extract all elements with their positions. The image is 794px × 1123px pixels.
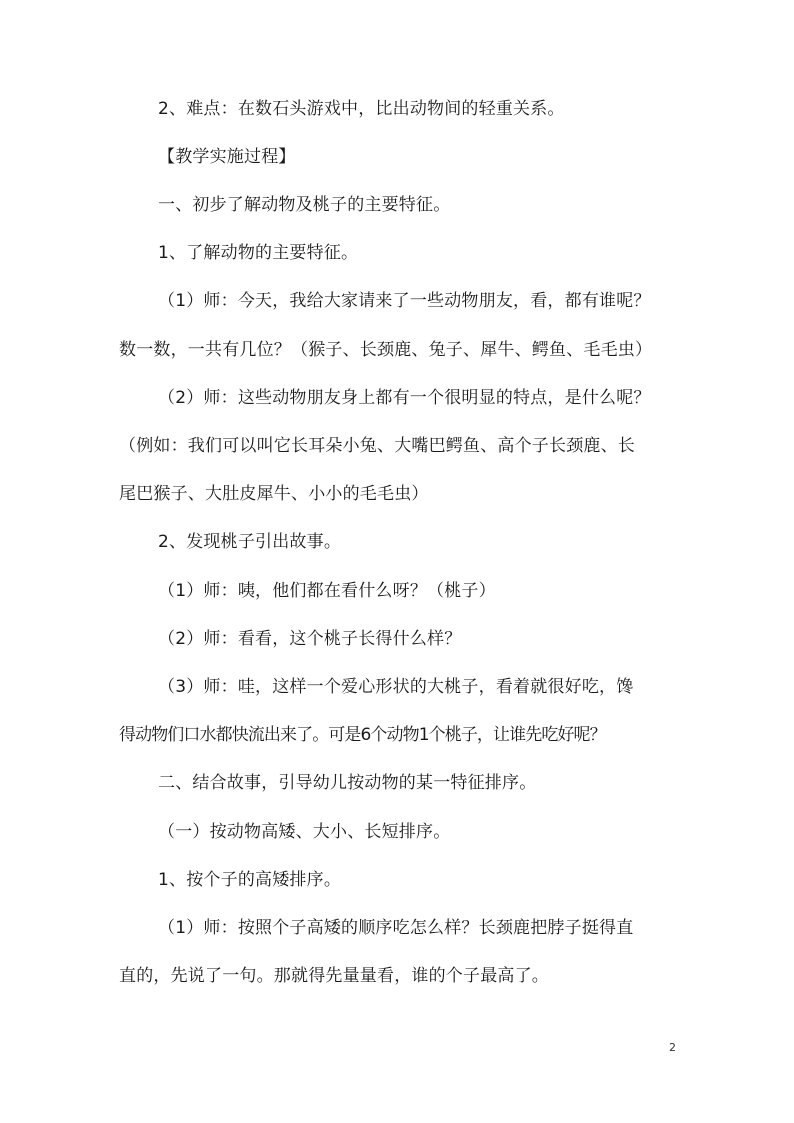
page-number: 2 [669,1041,676,1054]
paragraph-line: 尾巴猴子、大肚皮犀牛、小小的毛毛虫） [119,484,429,504]
heading-teaching-process: 【教学实施过程】 [158,147,296,167]
subheading-sort-height: （一）按动物高矮、大小、长短排序。 [158,822,451,842]
paragraph-line: （1）师：今天，我给大家请来了一些动物朋友，看，都有谁呢？ [158,291,651,311]
paragraph-line: （例如：我们可以叫它长耳朵小兔、大嘴巴鳄鱼、高个子长颈鹿、长 [119,436,635,456]
heading-section-one: 一、初步了解动物及桃子的主要特征。 [158,195,451,215]
paragraph-line: （2）师：看看，这个桃子长得什么样？ [158,629,462,649]
subheading-find-peach: 2、发现桃子引出故事。 [158,532,342,552]
paragraph-line: （3）师：哇，这样一个爱心形状的大桃子，看着就很好吃，馋 [158,677,634,697]
paragraph-line: （1）师：咦，他们都在看什么呀？（桃子） [158,581,496,601]
paragraph-difficulty: 2、难点：在数石头游戏中，比出动物间的轻重关系。 [158,99,565,119]
paragraph-line: （1）师：按照个子高矮的顺序吃怎么样？长颈鹿把脖子挺得直 [158,918,634,938]
subheading-animal-features: 1、了解动物的主要特征。 [158,243,359,263]
paragraph-line: 数一数，一共有几位？（猴子、长颈鹿、兔子、犀牛、鳄鱼、毛毛虫） [119,340,653,360]
paragraph-line: （2）师：这些动物朋友身上都有一个很明显的特点，是什么呢？ [158,388,651,408]
paragraph-line: 直的，先说了一句。那就得先量量看，谁的个子最高了。 [119,966,549,986]
heading-section-two: 二、结合故事，引导幼儿按动物的某一特征排序。 [158,773,537,793]
subheading-sort-by-height: 1、按个子的高矮排序。 [158,870,342,890]
paragraph-line: 得动物们口水都快流出来了。可是6个动物1个桃子，让谁先吃好呢？ [119,725,606,745]
